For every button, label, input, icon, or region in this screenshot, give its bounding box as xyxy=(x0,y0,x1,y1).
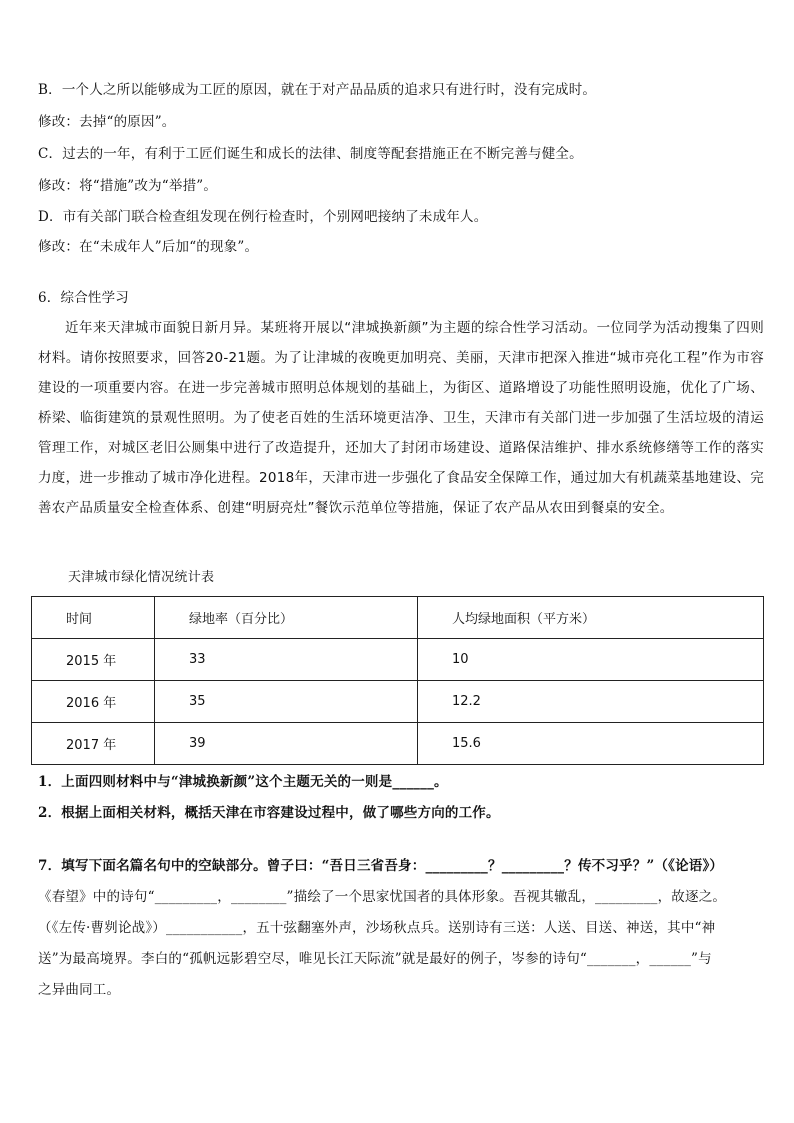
question-7 xyxy=(38,851,764,1006)
cell-green-rate: 39 xyxy=(155,723,418,765)
cell-green-rate: 35 xyxy=(155,681,418,723)
table-row xyxy=(32,723,764,765)
header-green-rate: 绿地率（百分比） xyxy=(155,597,418,639)
question-7-line: 7．填写下面名篇名句中的空缺部分。曾子曰：“吾日三省吾身：_________？_________？传不习乎？”（《论语》） xyxy=(38,858,724,874)
table-caption: 天津城市绿化情况统计表 xyxy=(68,570,215,585)
question-7-line: 之异曲同工。 xyxy=(38,982,121,998)
cell-year: 2015 年 xyxy=(32,639,155,681)
option-c-fix: 修改：将“措施”改为“举措”。 xyxy=(38,178,218,194)
header-green-area: 人均绿地面积（平方米） xyxy=(418,597,764,639)
table-header-row xyxy=(32,597,764,639)
sub-question-2: 2．根据上面相关材料，概括天津在市容建设过程中，做了哪些方向的工作。 xyxy=(38,805,500,821)
question-6-material: 近年来天津城市面貌日新月异。某班将开展以“津城换新颜”为主题的综合性学习活动。一位同学为活动搜集了四则材料。请你按照要求，回答20-21题。为了让津城的夜晚更加明亮、美丽，天津市把深入推进“城市亮化工程”作为市容建设的一项重要内容。在进一步完善城市照明总体规划的基础上，为街区、道路增设了功能性照明设施，优化了广场、桥梁、临街建筑的景观性照明。为了使老百姓的生活环境更洁净、卫生，天津市有关部门进一步加强了生活垃圾的清运管理工作，对城区老旧公厕集中进行了改造提升，还加大了封闭市场建设、道路保洁维护、排水系统修缮等工作的落实力度，进一步推动了城市净化进程。2018年，天津市进一步强化了食品安全保障工作，通过加大有机蔬菜基地建设、完善农产品质量安全检查体系、创建“明厨亮灶”餐饮示范单位等措施，保证了农产品从农田到餐桌的安全。 xyxy=(38,320,764,516)
cell-year: 2016 年 xyxy=(32,681,155,723)
option-c: C．过去的一年，有利于工匠们诞生和成长的法律、制度等配套措施正在不断完善与健全。 xyxy=(38,146,583,162)
sub-question-1: 1．上面四则材料中与“津城换新颜”这个主题无关的一则是______。 xyxy=(38,774,448,790)
cell-green-area: 15.6 xyxy=(418,723,764,765)
option-b-fix: 修改：去掉“的原因”。 xyxy=(38,114,176,130)
question-7-line: （《左传·曹刿论战》）___________，五十弦翻塞外声，沙场秋点兵。送别诗有三送：人送、目送、神送，其中“神 xyxy=(38,920,716,936)
option-d-fix: 修改：在“未成年人”后加“的现象”。 xyxy=(38,239,259,255)
option-d: D．市有关部门联合检查组发现在例行检查时，个别网吧接纳了未成年人。 xyxy=(38,209,488,225)
question-7-line: 《春望》中的诗句“_________，________”描绘了一个思家忧国者的具体形象。吾视其辙乱，_________，故逐之。 xyxy=(38,889,727,905)
question-6-title: 6．综合性学习 xyxy=(38,290,129,306)
question-7-line: 送”为最高境界。李白的“孤帆远影碧空尽，唯见长江天际流”就是最好的例子，岑参的诗句“_______，______”与 xyxy=(38,951,712,967)
table-row xyxy=(32,681,764,723)
greening-stats-table xyxy=(31,596,764,765)
cell-green-area: 10 xyxy=(418,639,764,681)
option-b: B．一个人之所以能够成为工匠的原因，就在于对产品品质的追求只有进行时，没有完成时。 xyxy=(38,82,597,98)
cell-green-rate: 33 xyxy=(155,639,418,681)
cell-green-area: 12.2 xyxy=(418,681,764,723)
cell-year: 2017 年 xyxy=(32,723,155,765)
header-year: 时间 xyxy=(32,597,155,639)
table-row xyxy=(32,639,764,681)
